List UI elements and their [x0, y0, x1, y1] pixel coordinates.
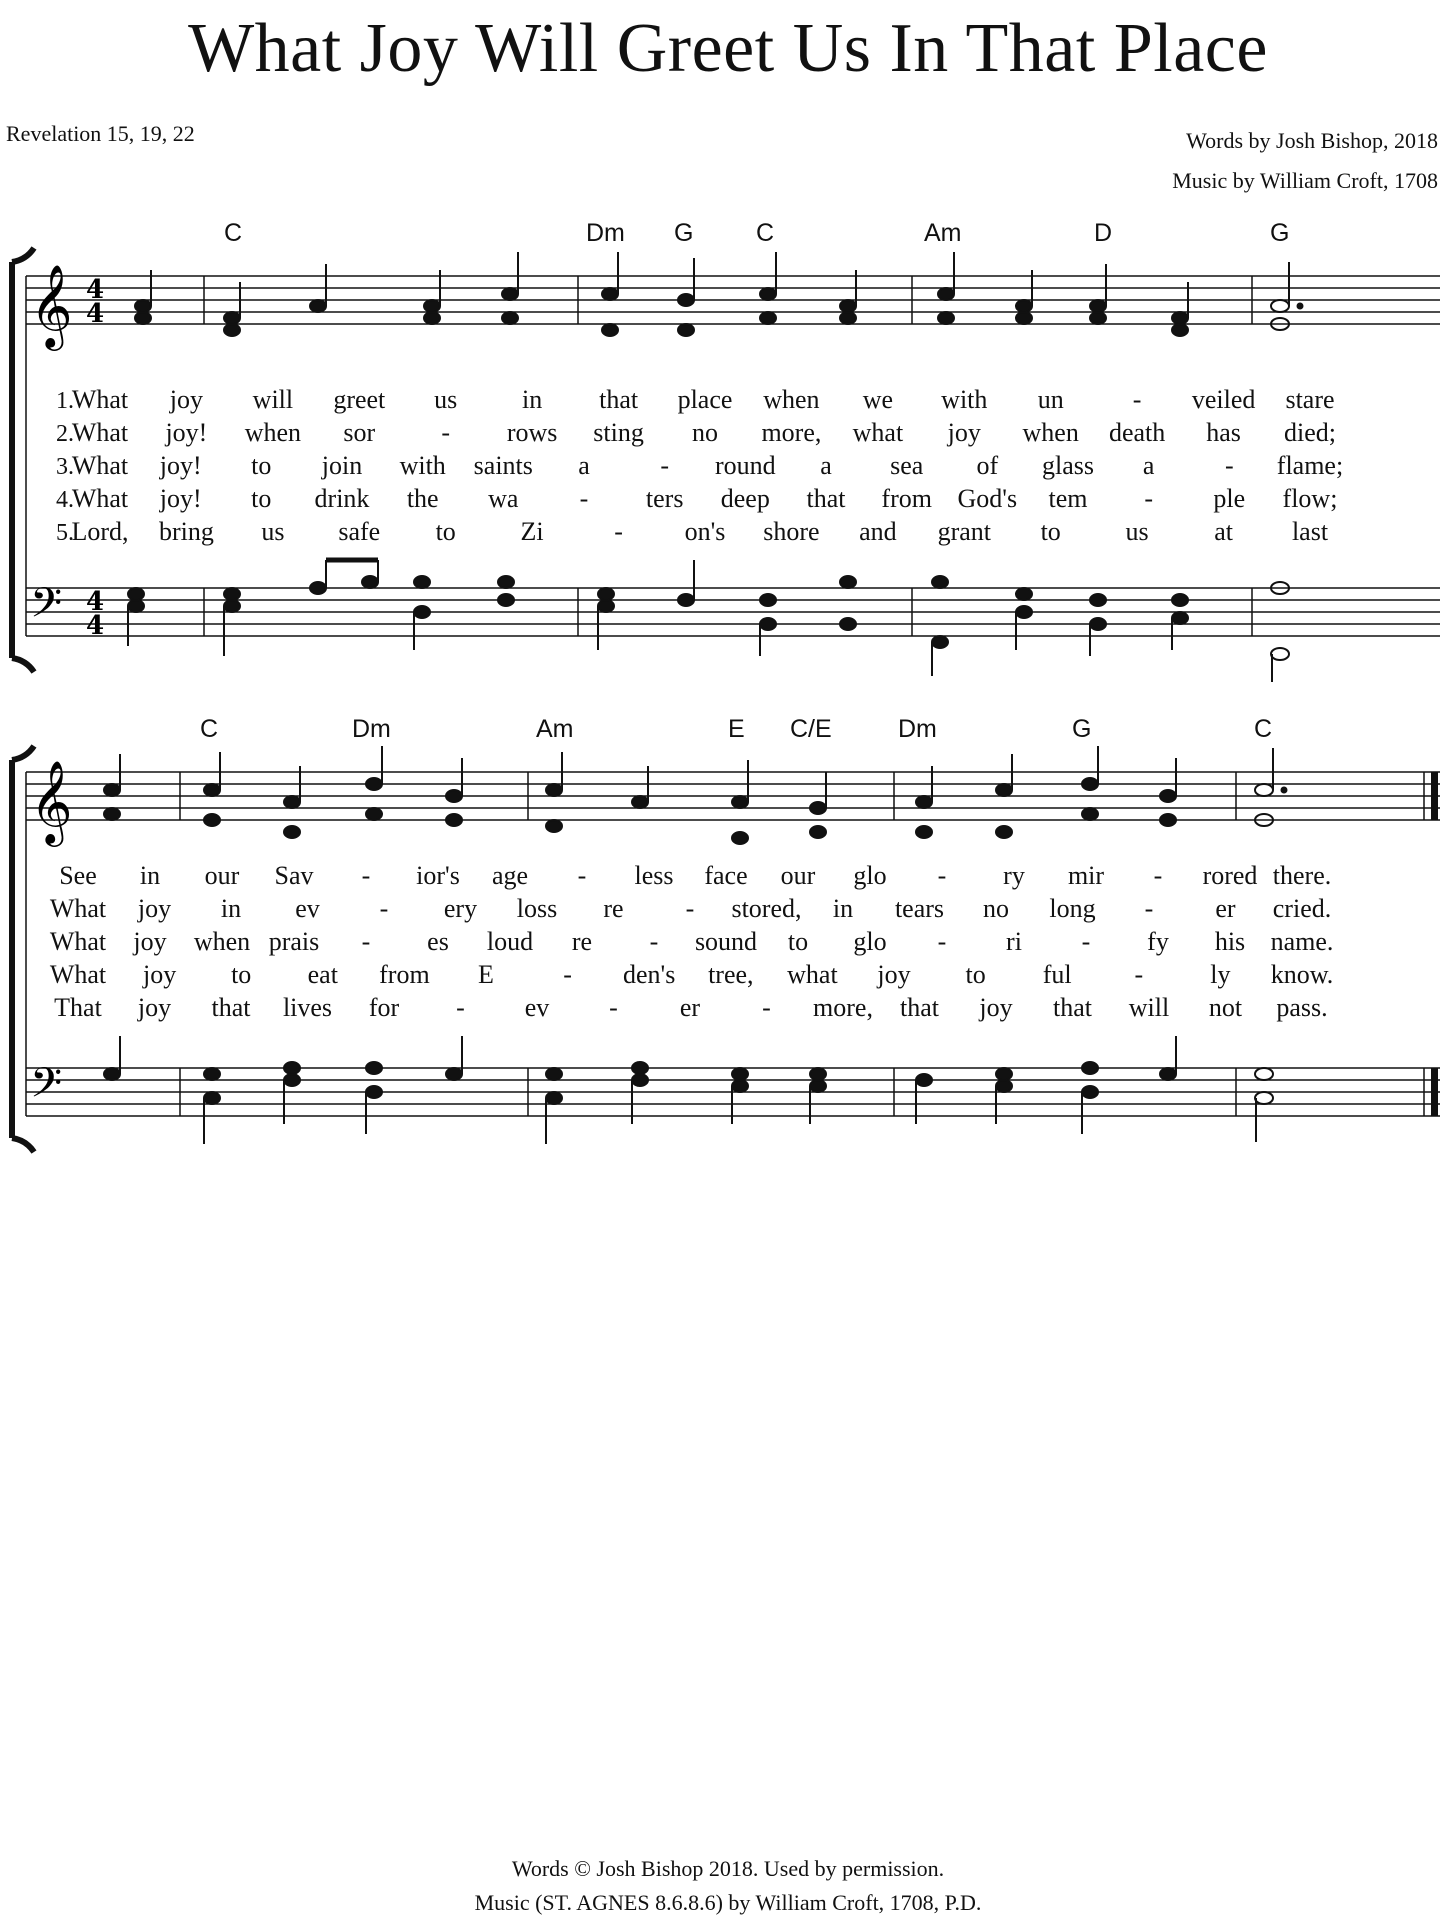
chord-symbol: C/E — [790, 715, 832, 743]
lyric-syllable: - — [579, 484, 589, 513]
chord-symbol: G — [1270, 219, 1290, 247]
final-barline — [1431, 772, 1438, 1116]
chord-symbols-1 — [224, 219, 1289, 247]
bass-notes — [128, 560, 1289, 682]
lyric-syllable: - — [379, 894, 389, 923]
footer-line-music: Music (ST. AGNES 8.6.8.6) by William Croft, 1708, P.D. — [474, 1890, 982, 1915]
time-signature-top: 4 — [86, 275, 105, 305]
lyric-syllable: will — [1128, 993, 1170, 1022]
lyric-syllable: tears — [894, 894, 945, 923]
lyric-syllable: loud — [486, 927, 534, 956]
lyric-syllable: round — [714, 451, 776, 480]
lyric-syllable: in — [220, 894, 242, 923]
verse-number: 1. — [56, 388, 74, 414]
lyrics-system-1 — [71, 385, 1343, 546]
lyric-syllable: tree, — [708, 960, 754, 989]
time-signature-top: 4 — [86, 587, 105, 617]
lyric-syllable: tem — [1048, 484, 1088, 513]
verse-number: 3. — [56, 454, 74, 480]
lyric-syllable: the — [406, 484, 439, 513]
chord-symbol: C — [224, 219, 243, 247]
lyric-syllable: will — [252, 385, 294, 414]
lyric-syllable: ery — [443, 894, 478, 923]
lyric-syllable: wa — [488, 484, 519, 513]
lyric-syllable: glass — [1042, 451, 1094, 480]
lyric-syllable: mir — [1067, 861, 1105, 890]
lyric-syllable: grant — [937, 517, 992, 546]
lyric-syllable: join — [321, 451, 363, 480]
lyric-syllable: us — [1125, 517, 1149, 546]
lyric-syllable: er — [1215, 894, 1236, 923]
lyric-syllable: a — [578, 451, 590, 480]
lyric-syllable: stare — [1285, 385, 1335, 414]
lyric-syllable: place — [677, 385, 733, 414]
lyric-syllable: lives — [282, 993, 333, 1022]
treble-staff — [26, 772, 1440, 820]
lyric-syllable: ev — [295, 894, 320, 923]
lyric-syllable: drink — [314, 484, 370, 513]
lyric-syllable: us — [434, 385, 458, 414]
lyric-syllable: long — [1049, 894, 1096, 923]
scripture-reference: Revelation 15, 19, 22 — [6, 121, 195, 146]
time-signature-bottom: 4 — [86, 611, 105, 641]
lyric-syllable: What — [71, 451, 129, 480]
verse-number: 4. — [56, 487, 74, 513]
lyric-syllable: pass. — [1276, 993, 1328, 1022]
lyric-syllable: what — [852, 418, 904, 447]
lyric-syllable: that — [211, 993, 251, 1022]
lyric-syllable: sor — [343, 418, 376, 447]
bass-clef: 𝄢 — [30, 579, 63, 637]
lyric-syllable: What — [71, 418, 129, 447]
lyric-syllable: greet — [333, 385, 386, 414]
lyric-syllable: See — [59, 861, 97, 890]
lyric-syllable: joy! — [165, 418, 208, 447]
lyric-syllable: cried. — [1272, 894, 1332, 923]
lyric-syllable: - — [456, 993, 465, 1022]
lyric-syllable: joy — [133, 927, 167, 956]
lyric-syllable: safe — [338, 517, 381, 546]
bass-clef: 𝄢 — [30, 1059, 63, 1117]
chord-symbol: Dm — [352, 715, 391, 743]
verse-number: 2. — [56, 421, 74, 447]
chord-symbols-2 — [200, 715, 1272, 743]
lyric-syllable: our — [780, 861, 816, 890]
lyric-syllable: in — [139, 861, 161, 890]
lyric-syllable: to — [965, 960, 986, 989]
lyric-syllable: from — [881, 484, 932, 513]
lyric-syllable: That — [54, 993, 102, 1022]
lyric-syllable: veiled — [1191, 385, 1256, 414]
lyric-syllable: - — [563, 960, 572, 989]
treble-notes — [104, 746, 1287, 844]
lyric-syllable: E — [478, 960, 494, 989]
lyric-syllable: joy — [979, 993, 1013, 1022]
lyric-syllable: un — [1037, 385, 1064, 414]
lyric-syllable: ful — [1042, 960, 1072, 989]
lyric-syllable: joy! — [159, 451, 202, 480]
lyric-syllable: when — [1022, 418, 1079, 447]
bass-notes — [104, 1036, 1273, 1144]
lyric-syllable: when — [244, 418, 302, 447]
lyric-syllable: loss — [516, 894, 558, 923]
chord-symbol: C — [200, 715, 219, 743]
lyric-syllable: - — [577, 861, 587, 890]
lyric-syllable: there. — [1272, 861, 1332, 890]
lyric-syllable: stored, — [731, 894, 802, 923]
lyric-syllable: that — [1053, 993, 1092, 1022]
lyric-syllable: bring — [158, 517, 214, 546]
lyric-syllable: prais — [268, 927, 320, 956]
chord-symbol: Dm — [586, 219, 625, 247]
lyric-syllable: to — [251, 451, 272, 480]
lyric-syllable: sting — [593, 418, 644, 447]
verse-number: 5. — [56, 520, 74, 546]
lyric-syllable: glo — [853, 927, 887, 956]
lyric-syllable: re — [603, 894, 624, 923]
lyric-syllable: joy — [137, 894, 172, 923]
lyric-syllable: ple — [1213, 484, 1246, 513]
lyric-syllable: - — [685, 894, 695, 923]
lyric-syllable: - — [1144, 894, 1154, 923]
lyric-syllable: - — [441, 418, 451, 447]
lyric-syllable: ior's — [416, 861, 460, 890]
lyric-syllable: - — [1153, 861, 1163, 890]
lyric-syllable: God's — [957, 484, 1018, 513]
chord-symbol: Am — [924, 219, 962, 247]
chord-symbol: C — [756, 219, 775, 247]
lyric-syllable: on's — [684, 517, 726, 546]
lyric-syllable: glo — [853, 861, 887, 890]
lyric-syllable: sea — [890, 451, 924, 480]
lyric-syllable: ev — [524, 993, 550, 1022]
lyric-syllable: eat — [307, 960, 338, 989]
lyric-syllable: to — [787, 927, 809, 956]
lyric-syllable: er — [679, 993, 701, 1022]
lyric-syllable: that — [599, 385, 639, 414]
lyric-syllable: - — [1134, 960, 1144, 989]
lyric-syllable: what — [787, 960, 838, 989]
lyric-syllable: rored — [1202, 861, 1258, 890]
lyric-syllable: ri — [1006, 927, 1022, 956]
lyric-syllable: - — [609, 993, 618, 1022]
lyric-syllable: more, — [813, 993, 873, 1022]
lyric-syllable: - — [361, 861, 371, 890]
lyric-syllable: What — [49, 894, 107, 923]
system-1 — [12, 219, 1440, 682]
chord-symbol: G — [1072, 715, 1092, 743]
lyric-syllable: Sav — [274, 861, 314, 890]
lyric-syllable: at — [1214, 517, 1233, 546]
lyric-syllable: we — [862, 385, 894, 414]
lyric-syllable: his — [1214, 927, 1246, 956]
lyric-syllable: ry — [1003, 861, 1025, 890]
lyric-syllable: saints — [473, 451, 533, 480]
lyric-syllable: name. — [1270, 927, 1334, 956]
lyric-syllable: died; — [1284, 418, 1336, 447]
lyrics-system-2 — [50, 861, 1334, 1022]
lyric-syllable: - — [1224, 451, 1234, 480]
lyric-syllable: - — [660, 451, 670, 480]
hymn-title: What Joy Will Greet Us In That Place — [188, 10, 1268, 87]
lyric-syllable: from — [379, 960, 430, 989]
lyric-syllable: - — [614, 517, 623, 546]
lyric-syllable: Lord, — [71, 517, 129, 546]
lyric-syllable: us — [261, 517, 285, 546]
lyric-syllable: joy — [137, 993, 172, 1022]
lyric-syllable: in — [521, 385, 543, 414]
lyric-syllable: Zi — [520, 517, 544, 546]
lyric-syllable: - — [937, 861, 947, 890]
lyric-syllable: es — [427, 927, 449, 956]
lyric-syllable: - — [1132, 385, 1142, 414]
lyric-syllable: no — [692, 418, 718, 447]
lyric-syllable: joy! — [159, 484, 202, 513]
lyric-syllable: to — [435, 517, 456, 546]
footer-line-words: Words © Josh Bishop 2018. Used by permission. — [511, 1856, 945, 1881]
lyric-syllable: not — [1208, 993, 1243, 1022]
lyric-syllable: death — [1108, 418, 1166, 447]
system-2 — [12, 715, 1440, 1152]
lyric-syllable: face — [704, 861, 748, 890]
lyric-syllable: last — [1291, 517, 1329, 546]
lyric-syllable: - — [361, 927, 371, 956]
lyric-syllable: when — [763, 385, 820, 414]
lyric-syllable: of — [976, 451, 999, 480]
lyric-syllable: and — [859, 517, 897, 546]
lyric-syllable: that — [806, 484, 846, 513]
lyric-syllable: - — [1144, 484, 1154, 513]
lyric-syllable: What — [49, 960, 107, 989]
music-credit: Music by William Croft, 1708 — [1172, 168, 1438, 193]
time-signature-bottom: 4 — [86, 299, 105, 329]
lyric-syllable: to — [251, 484, 272, 513]
lyric-syllable: - — [937, 927, 947, 956]
lyric-syllable: ters — [645, 484, 684, 513]
lyric-syllable: joy — [169, 385, 204, 414]
lyric-syllable: know. — [1270, 960, 1334, 989]
chord-symbol: Dm — [898, 715, 937, 743]
lyric-syllable: flow; — [1282, 484, 1338, 513]
treble-clef: 𝄞 — [30, 759, 73, 843]
lyric-syllable: age — [491, 861, 529, 890]
lyric-syllable: in — [832, 894, 854, 923]
lyric-syllable: fy — [1147, 927, 1169, 956]
lyric-syllable: our — [204, 861, 240, 890]
copyright-footer — [0, 1852, 1456, 1920]
lyric-syllable: for — [368, 993, 400, 1022]
lyric-syllable: - — [649, 927, 659, 956]
words-credit: Words by Josh Bishop, 2018 — [1186, 128, 1438, 153]
lyric-syllable: sound — [694, 927, 758, 956]
lyric-syllable: no — [983, 894, 1009, 923]
chord-symbol: C — [1254, 715, 1273, 743]
lyric-syllable: What — [71, 385, 129, 414]
lyric-syllable: with — [941, 385, 988, 414]
chord-symbol: Am — [536, 715, 574, 743]
chord-symbol: E — [728, 715, 745, 743]
lyric-syllable: to — [1040, 517, 1061, 546]
lyric-syllable: shore — [763, 517, 820, 546]
lyric-syllable: more, — [761, 418, 822, 447]
lyric-syllable: with — [399, 451, 446, 480]
lyric-syllable: has — [1206, 418, 1241, 447]
lyric-syllable: a — [1142, 451, 1155, 480]
treble-clef: 𝄞 — [30, 263, 73, 347]
chord-symbol: G — [674, 219, 694, 247]
lyric-syllable: deep — [720, 484, 770, 513]
lyric-syllable: when — [193, 927, 251, 956]
lyric-syllable: flame; — [1276, 451, 1344, 480]
lyric-syllable: rows — [506, 418, 558, 447]
lyric-syllable: to — [231, 960, 252, 989]
lyric-syllable: joy — [142, 960, 177, 989]
lyric-syllable: What — [71, 484, 129, 513]
lyric-syllable: joy — [947, 418, 981, 447]
lyric-syllable: - — [762, 993, 771, 1022]
lyric-syllable: - — [1081, 927, 1091, 956]
lyric-syllable: re — [571, 927, 593, 956]
chord-symbol: D — [1094, 219, 1113, 247]
lyric-syllable: ly — [1210, 960, 1231, 989]
lyric-syllable: a — [820, 451, 832, 480]
lyric-syllable: joy — [877, 960, 911, 989]
lyric-syllable: that — [900, 993, 939, 1022]
lyric-syllable: What — [49, 927, 107, 956]
lyric-syllable: less — [634, 861, 674, 890]
lyric-syllable: den's — [623, 960, 676, 989]
